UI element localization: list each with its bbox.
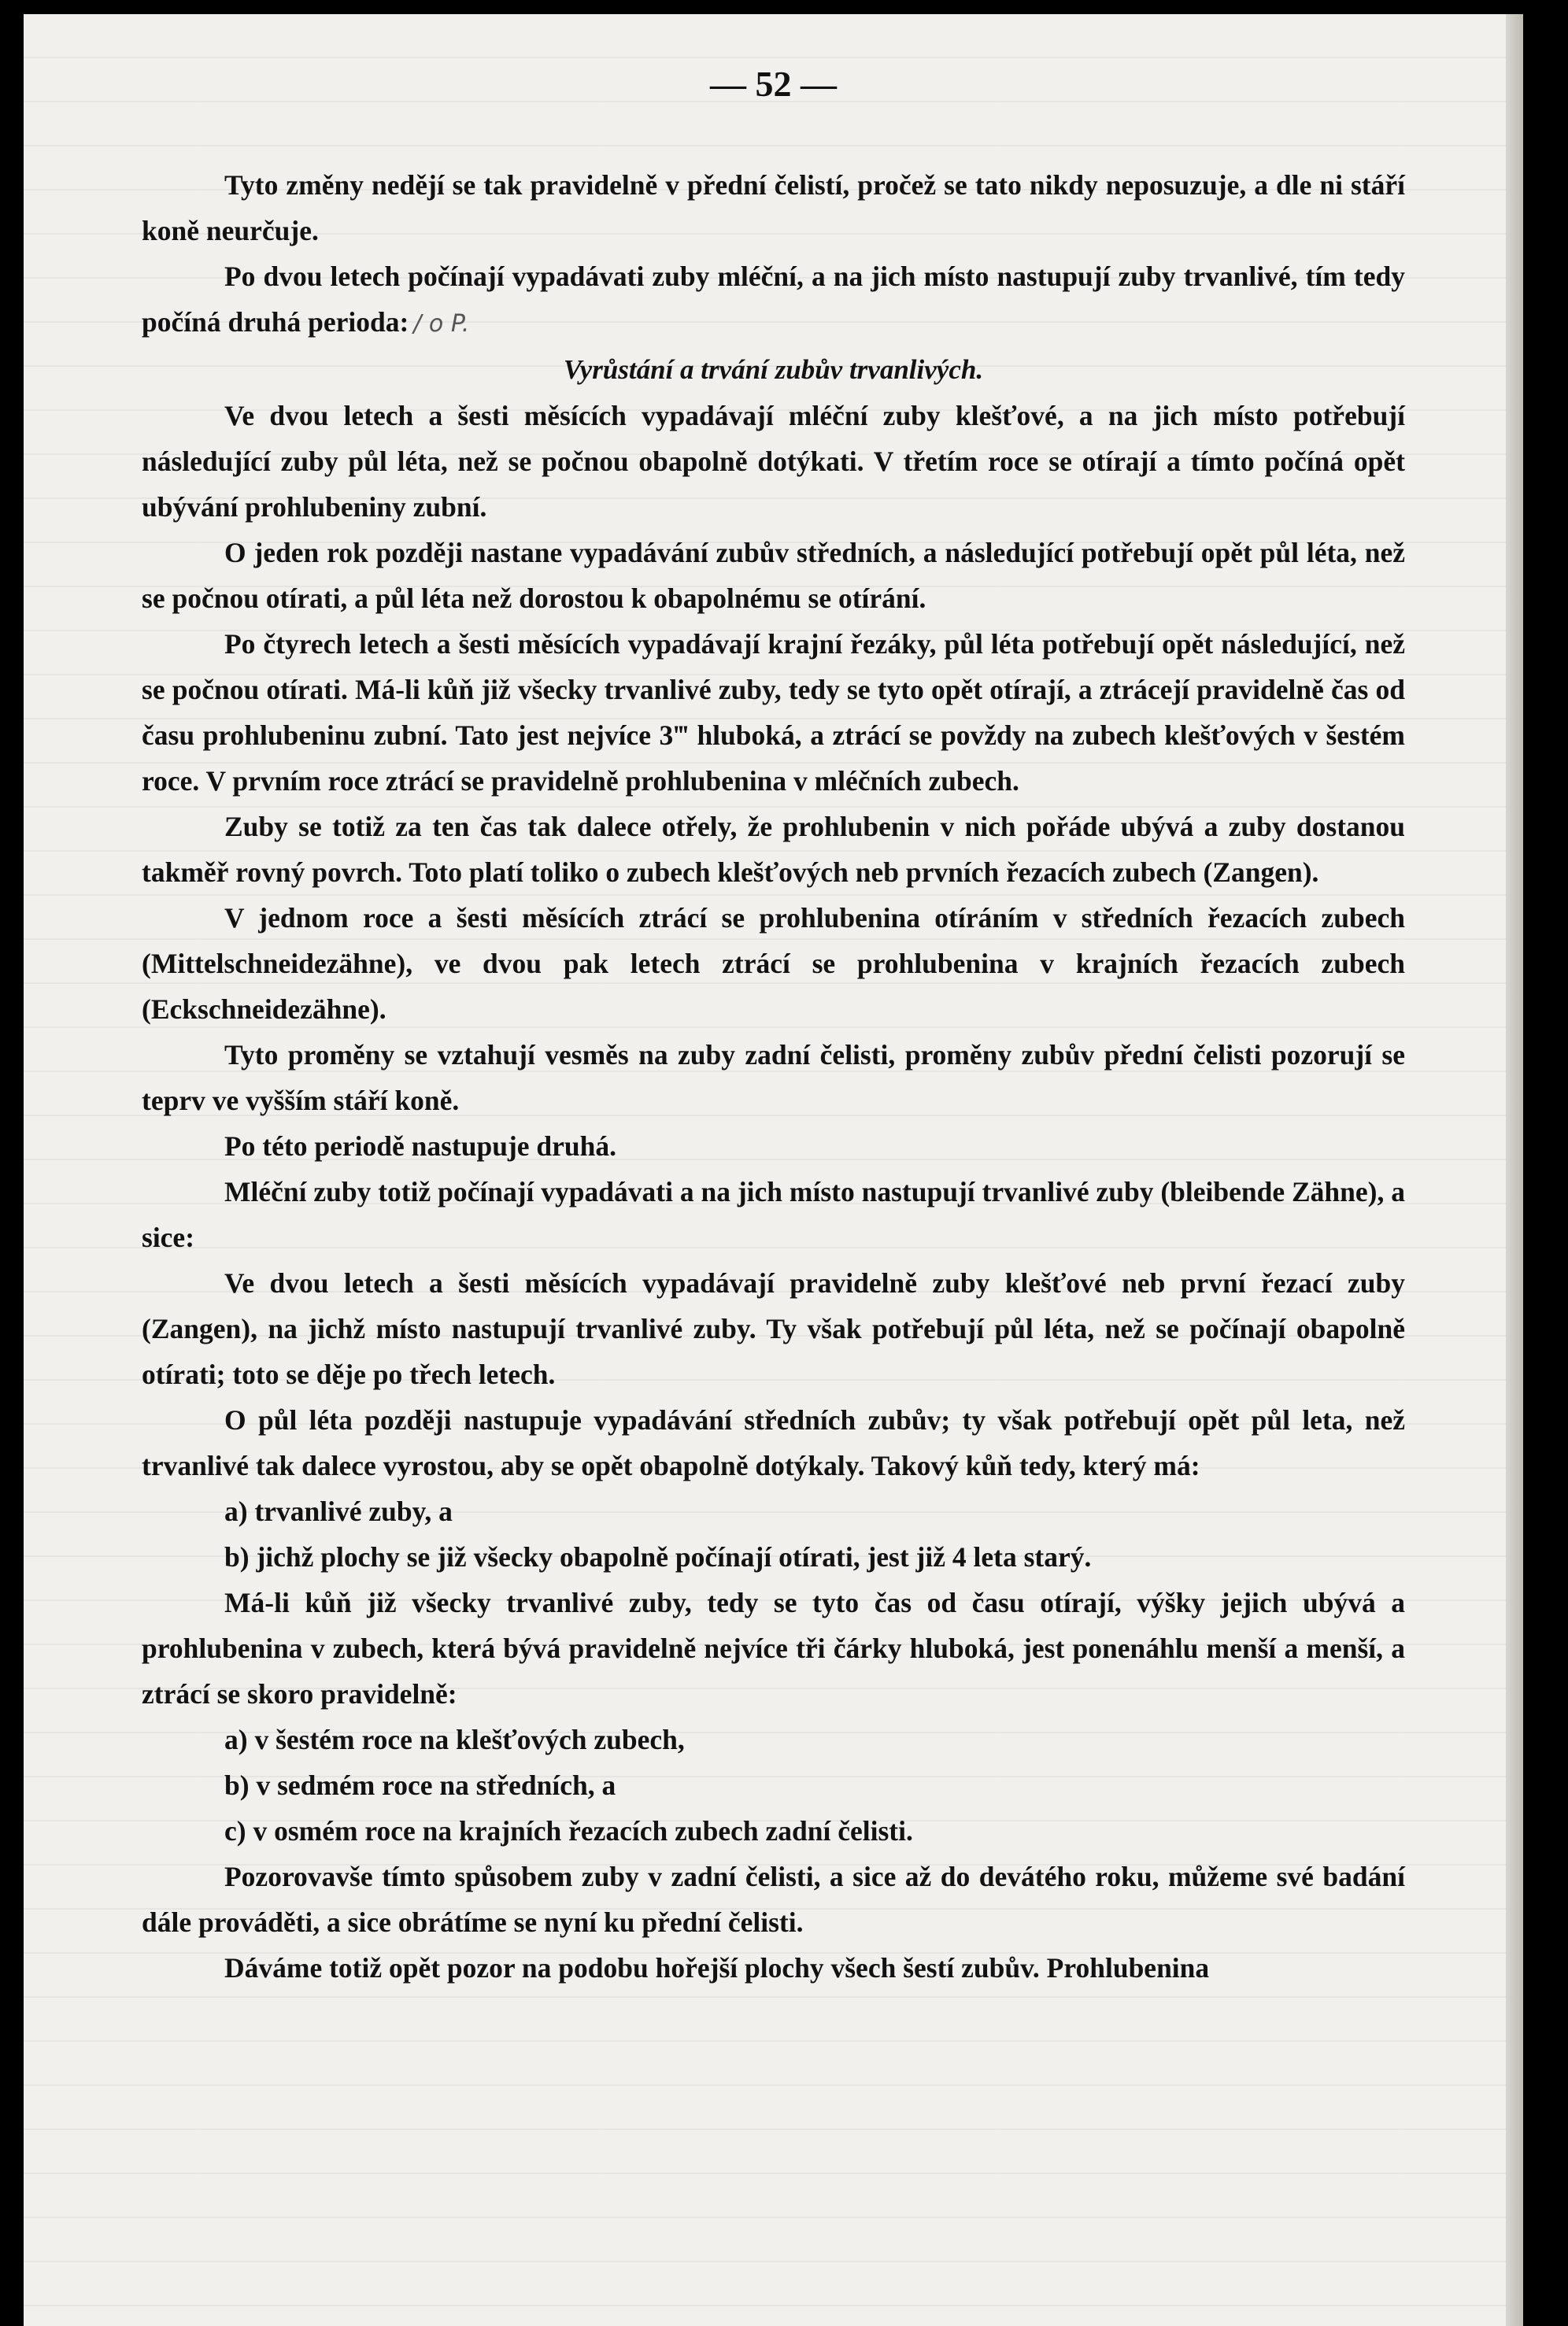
list-item: b) jichž plochy se již všecky obapolně počínají otírati, jest již 4 leta starý. [224, 1541, 1092, 1573]
paragraph: Dáváme totiž opět pozor na podobu hořejší plochy všech šestí zubův. Prohlubenina [224, 1952, 1210, 1984]
paragraph: Ve dvou letech a šesti měsících vypadávají mléční zuby klešťové, a na jich místo potřebují následující zuby půl léta, než se počnou obapolně dotýkati. V třetím roce se otírají a tímto počíná opět ubývání prohlubeniny zubní. [142, 400, 1405, 523]
book-page [24, 14, 1523, 2326]
paragraph: Po čtyrech letech a šesti měsících vypadávají krajní řezáky, půl léta potřebují opět následující, než se počnou otírati. Má-li kůň již všecky trvanlivé zuby, tedy se tyto opět otírají, a ztrácejí pravidelně čas od času prohlubeninu zubní. Tato jest nejvíce 3‴ hluboká, a ztrácí se povždy na zubech klešťových v šestém roce. V prvním roce ztrácí se pravidelně prohlubenina v mléčních zubech. [142, 628, 1405, 797]
paragraph: Po této periodě nastupuje druhá. [224, 1130, 617, 1162]
paragraph: V jednom roce a šesti měsících ztrácí se prohlubenina otíráním v středních řezacích zubech (Mittelschneidezähne), ve dvou pak letech ztrácí se prohlubenina v krajních řezacích zubech (Eckschneidezähne). [142, 902, 1405, 1025]
paragraph: Má-li kůň již všecky trvanlivé zuby, tedy se tyto čas od času otírají, výšky jejich ubývá a prohlubenina v zubech, která bývá pravidelně nejvíce tři čárky hluboká, jest ponenáhlu menší a menší, a ztrácí se skoro pravidelně: [142, 1587, 1405, 1710]
paragraph: Tyto změny nedějí se tak pravidelně v přední čelistí, pročež se tato nikdy neposuzuje, a dle ni stáří koně neurčuje. [142, 169, 1405, 246]
pencil-annotation: / o P. [413, 310, 470, 338]
body-text [142, 162, 1405, 1991]
section-heading: Vyrůstání a trvání zubův trvanlivých. [563, 354, 984, 385]
paragraph: Mléční zuby totiž počínají vypadávati a na jich místo nastupují trvanlivé zuby (bleibende Zähne), a sice: [142, 1176, 1405, 1253]
list-item: b) v sedmém roce na středních, a [224, 1769, 616, 1801]
paragraph [142, 253, 1405, 347]
list-item: a) trvanlivé zuby, a [224, 1496, 453, 1527]
paragraph: Zuby se totiž za ten čas tak dalece otřely, že prohlubenin v nich pořáde ubývá a zuby dostanou takměř rovný povrch. Toto platí toliko o zubech klešťových neb prvních řezacích zubech (Zangen). [142, 811, 1405, 888]
paragraph-text: Po dvou letech počínají vypadávati zuby mléční, a na jich místo nastupují zuby trvanlivé, tím tedy počíná druhá perioda: [142, 261, 1405, 338]
paragraph: O půl léta později nastupuje vypadávání středních zubův; ty však potřebují opět půl leta, než trvanlivé tak dalece vyrostou, aby se opět obapolně dotýkaly. Takový kůň tedy, který má: [142, 1404, 1405, 1481]
list-item: c) v osmém roce na krajních řezacích zubech zadní čelisti. [224, 1815, 913, 1847]
page-edge-shadow [1506, 14, 1523, 2326]
paragraph: O jeden rok později nastane vypadávání zubův středních, a následující potřebují opět půl léta, než se počnou otírati, a půl léta než dorostou k obapolnému se otírání. [142, 537, 1405, 614]
paragraph: Ve dvou letech a šesti měsících vypadávají pravidelně zuby klešťové neb první řezací zuby (Zangen), na jichž místo nastupují trvanlivé zuby. Ty však potřebují půl léta, než se počínají obapolně otírati; toto se děje po třech letech. [142, 1267, 1405, 1390]
list-item: a) v šestém roce na klešťových zubech, [224, 1724, 685, 1755]
page-number: — 52 — [710, 64, 837, 104]
paragraph: Pozorovavše tímto spůsobem zuby v zadní čelisti, a sice až do devátého roku, můžeme své badání dále prováděti, a sice obrátíme se nyní ku přední čelisti. [142, 1861, 1405, 1938]
paragraph: Tyto proměny se vztahují vesměs na zuby zadní čelisti, proměny zubův přední čelisti pozorují se teprv ve vyšším stáří koně. [142, 1039, 1405, 1116]
